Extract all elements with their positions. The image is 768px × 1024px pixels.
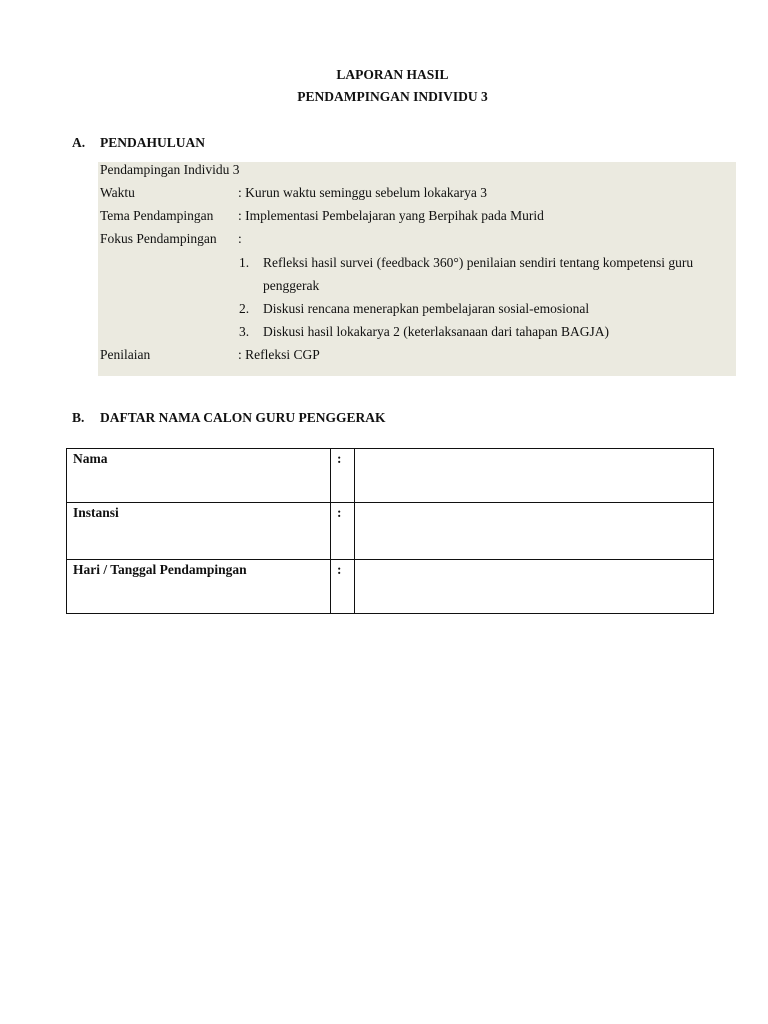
focus-item-text: Diskusi hasil lokakarya 2 (keterlaksanaan dari tahapan BAGJA) (263, 324, 610, 339)
info-row-label: Fokus Pendampingan (100, 231, 217, 246)
focus-item-text: Diskusi rencana menerapkan pembelajaran sosial-emosional (263, 301, 590, 316)
focus-item-1-continuation (239, 276, 319, 296)
box-title: Pendampingan Individu 3 (100, 162, 240, 177)
table-row (67, 560, 714, 614)
focus-item-number: 2. (239, 301, 250, 316)
focus-item-text: Refleksi hasil survei (feedback 360°) penilaian sendiri tentang kompetensi guru (263, 255, 694, 270)
focus-item-2 (239, 299, 589, 319)
info-row-label: Tema Pendampingan (100, 208, 214, 223)
focus-item-text-continued: penggerak (263, 278, 320, 293)
focus-item-number: 3. (239, 324, 250, 339)
section-a-heading (72, 133, 205, 153)
row-value-instansi[interactable] (355, 503, 714, 560)
info-row-fokus (100, 229, 242, 249)
info-row-tema (100, 206, 544, 226)
introduction-info-box (98, 162, 736, 376)
row-label-instansi: Instansi (67, 503, 331, 560)
table-row (67, 449, 714, 503)
focus-item-number: 1. (239, 255, 250, 270)
info-row-value: : (238, 231, 242, 246)
section-a-title: PENDAHULUAN (100, 135, 206, 150)
info-row-waktu (100, 183, 487, 203)
info-row-value: : Refleksi CGP (238, 347, 320, 362)
row-separator: : (331, 560, 355, 614)
info-row-label: Waktu (100, 185, 135, 200)
document-title-line-1: LAPORAN HASIL (336, 67, 449, 82)
row-separator: : (331, 449, 355, 503)
section-b-heading (72, 408, 386, 428)
row-label-nama: Nama (67, 449, 331, 503)
document-title-line-2: PENDAMPINGAN INDIVIDU 3 (297, 89, 488, 104)
info-row-penilaian (100, 345, 320, 365)
focus-item-3 (239, 322, 609, 342)
section-b-title: DAFTAR NAMA CALON GURU PENGGERAK (100, 410, 386, 425)
focus-item-1 (239, 253, 693, 273)
row-separator: : (331, 503, 355, 560)
info-row-label: Penilaian (100, 347, 151, 362)
participant-table (66, 448, 714, 614)
row-label-hari-tanggal: Hari / Tanggal Pendampingan (67, 560, 331, 614)
info-row-value: : Kurun waktu seminggu sebelum lokakarya 3 (238, 185, 487, 200)
section-b-number: B. (72, 410, 85, 425)
row-value-nama[interactable] (355, 449, 714, 503)
section-a-number: A. (72, 135, 86, 150)
row-value-hari-tanggal[interactable] (355, 560, 714, 614)
table-row (67, 503, 714, 560)
info-row-value: : Implementasi Pembelajaran yang Berpihak pada Murid (238, 208, 544, 223)
